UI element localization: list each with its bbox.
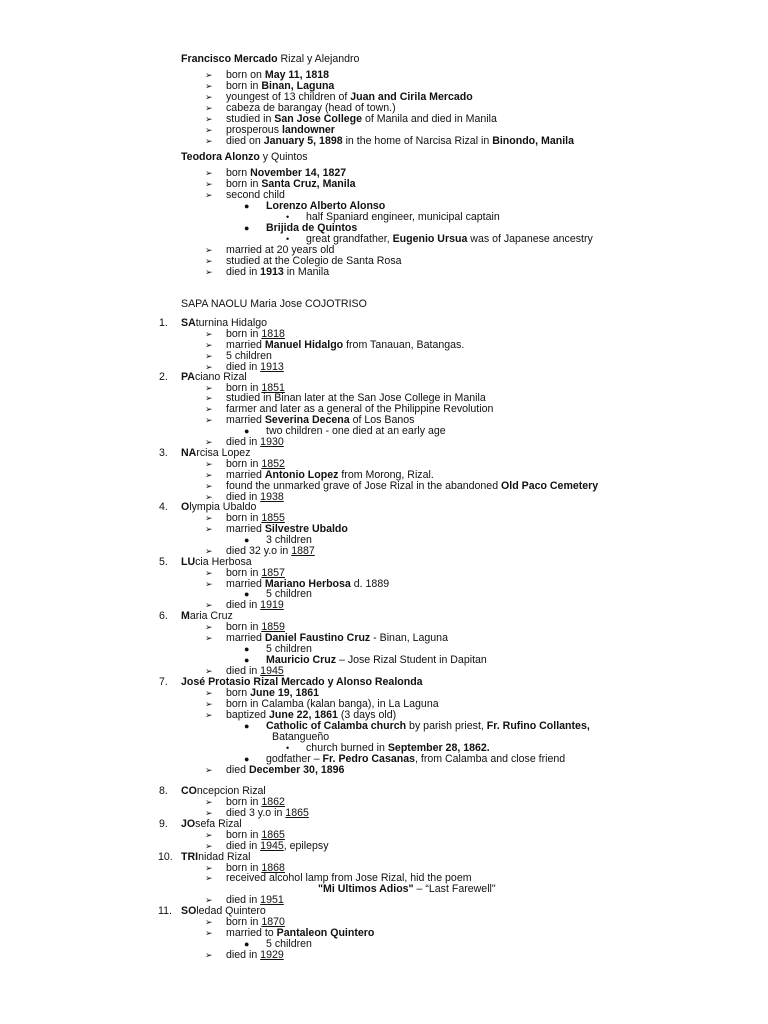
text-segment: lympia Ubaldo — [189, 501, 257, 513]
text-segment: married — [226, 414, 265, 426]
text-segment: born in — [226, 829, 262, 841]
text-segment: prosperous — [226, 124, 282, 136]
text-segment: Binan, Laguna — [261, 80, 335, 92]
bullet-icon: ● — [244, 939, 250, 949]
text-segment: JO — [181, 818, 196, 830]
text-segment: Eugenio Ursua — [392, 233, 468, 245]
text-segment: godfather – — [266, 753, 323, 765]
text-segment: in Manila — [283, 266, 330, 278]
bullet-icon: ● — [244, 426, 250, 436]
text-segment: 3 children — [266, 534, 312, 546]
list-number: 2. — [159, 371, 168, 383]
text-segment: September 28, 1862. — [387, 742, 490, 754]
text-segment: nidad Rizal — [198, 851, 251, 863]
text-segment: received alcohol lamp from Jose Rizal, hid the poem — [226, 872, 472, 884]
text-segment: 5 children — [266, 938, 312, 950]
text-segment: Daniel Faustino Cruz — [264, 632, 371, 644]
text-segment: (3 days old) — [337, 709, 397, 721]
text-segment: born in — [226, 796, 262, 808]
arrow-bullet-icon: ➢ — [205, 362, 213, 372]
arrow-bullet-icon: ➢ — [205, 190, 213, 200]
arrow-bullet-icon: ➢ — [205, 633, 213, 643]
text-segment: CO — [181, 785, 197, 797]
text-segment: studied in — [226, 113, 275, 125]
list-number: 9. — [159, 818, 168, 830]
text-segment: 1919 — [260, 599, 284, 611]
text-segment: died 32 y.o in — [226, 545, 292, 557]
arrow-bullet-icon: ➢ — [205, 568, 213, 578]
text-segment: Francisco Mercado — [181, 53, 278, 65]
text-segment: born in Calamba (kalan banga), in La Laguna — [226, 698, 439, 710]
bullet-icon: ● — [244, 754, 250, 764]
text-segment: PA — [181, 371, 195, 383]
list-number: 5. — [159, 556, 168, 568]
arrow-bullet-icon: ➢ — [205, 437, 213, 447]
text-segment: San Jose College — [274, 113, 363, 125]
text-segment: 1865 — [261, 829, 285, 841]
text-segment: died in — [226, 840, 261, 852]
arrow-bullet-icon: ➢ — [205, 114, 213, 124]
text-segment: Old Paco Cemetery — [501, 480, 599, 492]
arrow-bullet-icon: ➢ — [205, 103, 213, 113]
text-segment: 1865 — [285, 807, 309, 819]
text-segment: José Protasio Rizal Mercado y Alonso Realonda — [181, 676, 423, 688]
text-segment: aria Cruz — [189, 610, 233, 622]
text-segment: born in — [226, 916, 262, 928]
arrow-bullet-icon: ➢ — [205, 459, 213, 469]
text-segment: 1818 — [261, 328, 285, 340]
text-segment: died in — [226, 665, 261, 677]
arrow-bullet-icon: ➢ — [205, 513, 213, 523]
text-segment: Batangueño — [272, 731, 330, 743]
text-segment: Juan and Cirila Mercado — [350, 91, 473, 103]
arrow-bullet-icon: ➢ — [205, 70, 213, 80]
text-segment: from Morong, Rizal. — [338, 469, 434, 481]
text-segment: December 30, 1896 — [248, 764, 345, 776]
text-segment: married to — [226, 927, 277, 939]
text-segment: January 5, 1898 — [263, 135, 343, 147]
text-segment: born in — [226, 80, 262, 92]
text-segment: Antonio Lopez — [264, 469, 339, 481]
arrow-bullet-icon: ➢ — [205, 765, 213, 775]
text-segment: Teodora Alonzo — [181, 151, 260, 163]
bullet-icon: ● — [244, 655, 250, 665]
document-line-heading — [181, 54, 359, 65]
text-segment: cabeza de barangay (head of town.) — [226, 102, 396, 114]
text-segment: born in — [226, 458, 262, 470]
arrow-bullet-icon: ➢ — [205, 579, 213, 589]
text-segment: Mauricio Cruz — [266, 654, 337, 666]
text-segment: 1929 — [260, 949, 284, 961]
arrow-bullet-icon: ➢ — [205, 873, 213, 883]
text-segment: Mariano Herbosa — [264, 578, 351, 590]
arrow-bullet-icon: ➢ — [205, 895, 213, 905]
arrow-bullet-icon: ➢ — [205, 404, 213, 414]
arrow-bullet-icon: ➢ — [205, 256, 213, 266]
arrow-bullet-icon: ➢ — [205, 600, 213, 610]
text-segment: church burned in — [306, 742, 388, 754]
text-segment: married — [226, 339, 265, 351]
text-segment: 1913 — [260, 266, 284, 278]
text-segment: farmer and later as a general of the Philippine Revolution — [226, 403, 494, 415]
text-segment: SAPA NAOLU Maria Jose COJOTRISO — [181, 298, 367, 310]
text-segment: – Jose Rizal Student in Dapitan — [336, 654, 487, 666]
list-number: 10. — [158, 851, 173, 863]
text-segment: May 11, 1818 — [264, 69, 330, 81]
text-segment: from Tanauan, Batangas. — [343, 339, 465, 351]
list-number: 3. — [159, 447, 168, 459]
text-segment: NA — [181, 447, 197, 459]
arrow-bullet-icon: ➢ — [205, 481, 213, 491]
text-segment: died 3 y.o in — [226, 807, 286, 819]
arrow-bullet-icon: ➢ — [205, 492, 213, 502]
text-segment: M — [181, 610, 190, 622]
text-segment: 1930 — [260, 436, 284, 448]
text-segment: Santa Cruz, Manila — [261, 178, 356, 190]
arrow-bullet-icon: ➢ — [205, 830, 213, 840]
text-segment: Rizal y Alejandro — [277, 53, 360, 65]
text-segment: cia Herbosa — [195, 556, 252, 568]
arrow-bullet-icon: ➢ — [205, 393, 213, 403]
text-segment: Fr. Rufino Collantes, — [486, 720, 590, 732]
arrow-bullet-icon: ➢ — [205, 415, 213, 425]
bullet-icon: ● — [244, 589, 250, 599]
arrow-bullet-icon: ➢ — [205, 136, 213, 146]
text-segment: great grandfather, — [306, 233, 393, 245]
text-segment: born in — [226, 328, 262, 340]
text-segment: TRI — [181, 851, 199, 863]
text-segment: died in — [226, 266, 261, 278]
text-segment: 1857 — [261, 567, 285, 579]
text-segment: sefa Rizal — [195, 818, 242, 830]
arrow-bullet-icon: ➢ — [205, 950, 213, 960]
text-segment: d. 1889 — [350, 578, 390, 590]
document-line-arrow — [205, 266, 330, 278]
bullet-icon: ● — [244, 644, 250, 654]
text-segment: studied at the Colegio de Santa Rosa — [226, 255, 402, 267]
document-line-bullet — [244, 654, 487, 666]
document-line-bullet — [244, 425, 446, 437]
text-segment: Binondo, Manila — [492, 135, 574, 147]
text-segment: married — [226, 578, 265, 590]
text-segment: 1862 — [261, 796, 285, 808]
arrow-bullet-icon: ➢ — [205, 81, 213, 91]
text-segment: 1870 — [261, 916, 285, 928]
text-segment: married — [226, 632, 265, 644]
arrow-bullet-icon: ➢ — [205, 92, 213, 102]
arrow-bullet-icon: ➢ — [205, 340, 213, 350]
bullet-icon: • — [286, 234, 290, 244]
text-segment: 5 children — [226, 350, 272, 362]
arrow-bullet-icon: ➢ — [205, 688, 213, 698]
arrow-bullet-icon: ➢ — [205, 808, 213, 818]
arrow-bullet-icon: ➢ — [205, 470, 213, 480]
document-line-arrow — [205, 764, 345, 776]
text-segment: landowner — [281, 124, 335, 136]
text-segment: in the home of Narcisa Rizal in — [342, 135, 493, 147]
text-segment: SA — [181, 317, 196, 329]
text-segment: 1887 — [291, 545, 315, 557]
text-segment: 1859 — [261, 621, 285, 633]
text-segment: born in — [226, 382, 262, 394]
text-segment: born in — [226, 178, 262, 190]
text-segment: June 22, 1861 — [269, 709, 338, 721]
text-segment: was of Japanese ancestry — [467, 233, 593, 245]
text-segment: of Manila and died in Manila — [362, 113, 497, 125]
text-segment: y Quintos — [259, 151, 308, 163]
text-segment: died in — [226, 599, 261, 611]
text-segment: 1913 — [260, 361, 284, 373]
arrow-bullet-icon: ➢ — [205, 710, 213, 720]
bullet-icon: ● — [244, 721, 250, 731]
text-segment: studied in Binan later at the San Jose College in Manila — [226, 392, 486, 404]
text-segment: LU — [181, 556, 196, 568]
text-segment: born — [226, 167, 251, 179]
arrow-bullet-icon: ➢ — [205, 666, 213, 676]
text-segment: ciano Rizal — [194, 371, 247, 383]
text-segment: died — [226, 764, 249, 776]
bullet-icon: ● — [244, 223, 250, 233]
text-segment: – “Last Farewell" — [413, 883, 496, 895]
text-segment: turnina Hidalgo — [195, 317, 267, 329]
text-segment: died in — [226, 361, 261, 373]
bullet-icon: ● — [244, 535, 250, 545]
bullet-icon: • — [286, 743, 290, 753]
text-segment: ledad Quintero — [196, 905, 266, 917]
text-segment: 5 children — [266, 643, 312, 655]
text-segment: 5 children — [266, 588, 312, 600]
text-segment: youngest of 13 children of — [226, 91, 351, 103]
text-segment: rcisa Lopez — [196, 447, 251, 459]
arrow-bullet-icon: ➢ — [205, 622, 213, 632]
text-segment: of Los Banos — [349, 414, 415, 426]
text-segment: Brijida de Quintos — [266, 222, 358, 234]
list-number: 1. — [159, 317, 168, 329]
document-line-arrow — [205, 135, 574, 147]
text-segment: baptized — [226, 709, 269, 721]
text-segment: found the unmarked grave of Jose Rizal in the abandoned — [226, 480, 502, 492]
text-segment: 1951 — [260, 894, 284, 906]
arrow-bullet-icon: ➢ — [205, 917, 213, 927]
arrow-bullet-icon: ➢ — [205, 179, 213, 189]
arrow-bullet-icon: ➢ — [205, 245, 213, 255]
list-number: 7. — [159, 676, 168, 688]
arrow-bullet-icon: ➢ — [205, 524, 213, 534]
text-segment: ncepcion Rizal — [196, 785, 266, 797]
document-line-heading — [181, 152, 308, 163]
text-segment: Catholic of Calamba church — [266, 720, 407, 732]
bullet-icon: • — [286, 212, 290, 222]
arrow-bullet-icon: ➢ — [205, 797, 213, 807]
text-segment: born on — [226, 69, 265, 81]
text-segment: 1945 — [260, 840, 284, 852]
arrow-bullet-icon: ➢ — [205, 863, 213, 873]
text-segment: married — [226, 469, 265, 481]
text-segment: June 19, 1861 — [250, 687, 320, 699]
text-segment: died in — [226, 894, 261, 906]
list-number: 4. — [159, 501, 168, 513]
list-number: 6. — [159, 610, 168, 622]
text-segment: Fr. Pedro Casanas — [322, 753, 415, 765]
text-segment: half Spaniard engineer, municipal captain — [306, 211, 500, 223]
arrow-bullet-icon: ➢ — [205, 168, 213, 178]
text-segment: 1851 — [261, 382, 285, 394]
text-segment: born in — [226, 621, 262, 633]
arrow-bullet-icon: ➢ — [205, 125, 213, 135]
text-segment: 1855 — [261, 512, 285, 524]
text-segment: second child — [226, 189, 285, 201]
text-segment: Pantaleon Quintero — [276, 927, 375, 939]
arrow-bullet-icon: ➢ — [205, 351, 213, 361]
text-segment: - Binan, Laguna — [370, 632, 448, 644]
text-segment: born in — [226, 567, 262, 579]
text-segment: O — [181, 501, 190, 513]
text-segment: Severina Decena — [264, 414, 350, 426]
text-segment: died in — [226, 436, 261, 448]
document-line-arrow — [205, 632, 448, 644]
text-segment: died in — [226, 949, 261, 961]
arrow-bullet-icon: ➢ — [205, 267, 213, 277]
text-segment: SO — [181, 905, 197, 917]
arrow-bullet-icon: ➢ — [205, 699, 213, 709]
text-segment: by parish priest, — [406, 720, 487, 732]
text-segment: married — [226, 523, 265, 535]
document-line-heading — [181, 299, 367, 310]
document-line-quote — [318, 884, 496, 895]
text-segment: died on — [226, 135, 264, 147]
text-segment: 1938 — [260, 491, 284, 503]
list-number: 11. — [158, 905, 172, 917]
document-line-sub — [286, 233, 593, 245]
text-segment: born in — [226, 512, 262, 524]
arrow-bullet-icon: ➢ — [205, 329, 213, 339]
arrow-bullet-icon: ➢ — [205, 841, 213, 851]
arrow-bullet-icon: ➢ — [205, 546, 213, 556]
text-segment: , epilepsy — [283, 840, 329, 852]
list-number: 8. — [159, 785, 168, 797]
text-segment: born — [226, 687, 251, 699]
text-segment: , from Calamba and close friend — [415, 753, 566, 765]
text-segment: Lorenzo Alberto Alonso — [266, 200, 386, 212]
text-segment: 1868 — [261, 862, 285, 874]
text-segment: two children - one died at an early age — [266, 425, 446, 437]
text-segment: married at 20 years old — [226, 244, 335, 256]
text-segment: Manuel Hidalgo — [264, 339, 344, 351]
text-segment: "Mi Ultimos Adios" — [318, 883, 414, 895]
arrow-bullet-icon: ➢ — [205, 928, 213, 938]
bullet-icon: ● — [244, 201, 250, 211]
text-segment: 1852 — [261, 458, 285, 470]
document-line-arrow — [205, 599, 284, 611]
text-segment: died in — [226, 491, 261, 503]
document-line-arrow — [205, 949, 284, 961]
text-segment: Silvestre Ubaldo — [264, 523, 348, 535]
text-segment: November 14, 1827 — [250, 167, 347, 179]
text-segment: 1945 — [260, 665, 284, 677]
arrow-bullet-icon: ➢ — [205, 383, 213, 393]
text-segment: born in — [226, 862, 262, 874]
